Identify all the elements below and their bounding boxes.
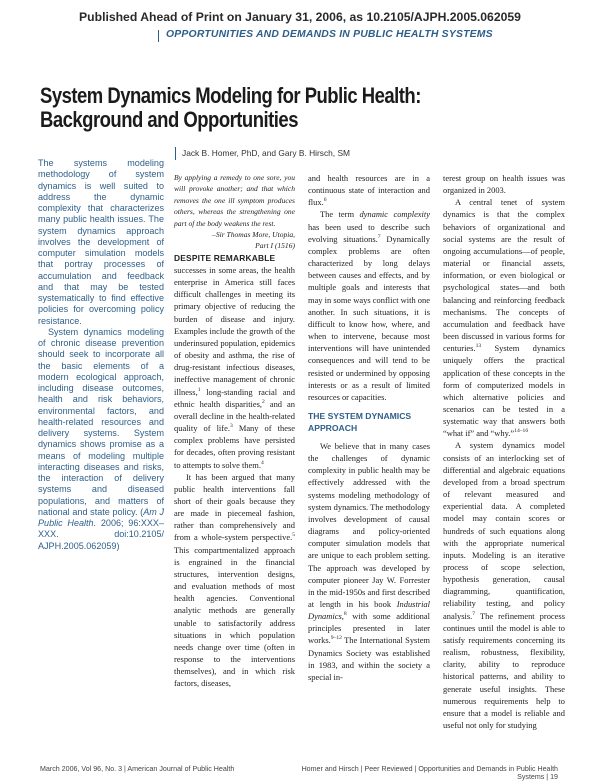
epigraph: By applying a remedy to one sore, you will provoke another; and that which removes the one ill symptom produces others, whereas the strengthening one part of the body weakens the rest. <box>174 173 295 228</box>
article-title <box>40 84 460 132</box>
abstract-citation-journal: Am J Public Health. <box>38 506 164 528</box>
footer-journal-info: March 2006, Vol 96, No. 3 | American Journal of Public Health <box>40 765 235 773</box>
body-paragraph: It has been argued that many public health interventions fall short of their goals because they are made in piecemeal fashion, rather than comprehensively and from a whole-system perspective.$^5$ This compartmentalized approach is engrained in the financial structures, intervention designs, and evaluation methods of most health agencies. Conventional analytic methods are generally unable to satisfactorily address situations in which population needs change over time (often in response to the interventions themselves), and in which risk factors, diseases, <box>174 471 295 689</box>
body-column-1 <box>174 172 295 689</box>
authors-divider <box>175 147 176 160</box>
abstract <box>38 158 164 552</box>
body-paragraph: The term dynamic complexity has been used to describe such evolving situations.$^7$ Dynamically complex problems are often characterized by long delays between causes and effects, and by multiple goals and interests that may in some ways conflict with one another. In such situations, it is difficult to know how, where, and when to intervene, because most interventions will have unintended consequences and will tend to be resisted or undermined by opposing interests or as a result of limited resources or capacities. <box>308 209 430 402</box>
body-paragraph: A system dynamics model consists of an interlocking set of differential and algebraic equations developed from a broad spectrum of relevant measured and experiential data. A completed model may contain scores or hundreds of such equations along with the appropriate numerical inputs. Modeling is an iterative process of scope selection, hypothesis generation, causal diagramming, quantification, reliability testing, and policy analysis.$^7$ The refinement process continues until the model is able to satisfy requirements concerning its realism, robustness, flexibility, clarity, ability to reproduce historical patterns, and ability to generate useful insights. These numerous requirements help to ensure that a model is reliable and useful not only for studying <box>443 440 565 731</box>
run-in-heading: DESPITE REMARKABLE <box>174 252 276 263</box>
body-paragraph: and health resources are in a continuous state of interaction and flux.$^6$ <box>308 173 430 208</box>
title-line-2: Background and Opportunities <box>40 107 298 132</box>
epigraph-attribution: –Sir Thomas More, Utopia, <box>212 230 295 240</box>
abstract-citation: 2006; 96:XXX–XXX. doi:10.2105/ AJPH.2005.062059) <box>38 518 164 551</box>
body-paragraph: We believe that in many cases the challenges of dynamic complexity in public health may be effectively addressed with the systems modeling methodology of system dynamics. The methodology involves development of causal diagrams and policy-oriented computer simulation models that are unique to each problem setting. The approach was developed by computer pioneer Jay W. Forrester in the mid-1950s and first described at length in his book Industrial Dynamics,$^8$ with some additional principles presented in later works.$^{9-12}$ The International System Dynamics Society was established in 1983, and within the society a special in- <box>308 440 430 682</box>
authors: Jack B. Homer, PhD, and Gary B. Hirsch, SM <box>182 148 351 158</box>
body-paragraph: successes in some areas, the health enterprise in America still faces difficult challenges in meeting its primary objective of reducing the burden of disease and injury. Examples include the growth of the underinsured population, epidemics of obesity and asthma, the rise of drug-resistant infectious diseases, ineffective management of chronic illness,$^1$ long-standing racial and ethnic health disparities,$^2$ and an overall decline in the health-related quality of life.$^3$ Many of these complex problems have persisted for decades, often proving resistant to attempts to solve them.$^4$ <box>174 265 295 470</box>
body-paragraph: A central tenet of system dynamics is that the complex behaviors of organizational and social systems are the result of ongoing accumulations—of people, material or financial assets, information, or even biological or psychological states—and both balancing and reinforcing feedback mechanisms. The concepts of accumulation and feedback have been discussed in various forms for centuries.$^{13}$ System dynamics uniquely offers the practical application of these concepts in the form of computerized models in which alternative policies and scenarios can be tested in a systematic way that answers both “what if” and “why.”$^{14-16}$ <box>443 197 565 439</box>
section-label: OPPORTUNITIES AND DEMANDS IN PUBLIC HEALTH SYSTEMS <box>166 29 493 40</box>
abstract-paragraph: System dynamics modeling of chronic disease prevention should seek to incorporate all the basic elements of a modern ecological approach, including disease outcomes, health and risk behaviors, environmental factors, and health-related resources and delivery systems. System dynamics shows promise as a means of modeling multiple interacting diseases and risks, the interaction of delivery systems and diseased populations, and matters of national and state policy. (Am J Public Health. 2006; 96:XXX–XXX. doi:10.2105/ AJPH.2005.062059) <box>38 326 164 551</box>
body-paragraph: terest group on health issues was organized in 2003. <box>443 173 565 196</box>
section-heading: THE SYSTEM DYNAMICS APPROACH <box>308 410 412 433</box>
body-column-3 <box>443 172 565 731</box>
title-line-1: System Dynamics Modeling for Public Health: <box>40 83 421 108</box>
section-divider <box>158 30 159 42</box>
abstract-paragraph: The systems modeling methodology of system dynamics is well suited to address the dynamic complexity that characterizes many public health issues. The system dynamics approach involves the development of computer simulation models that portray processes of accumulation and feedback and that may be tested systematically to find effective policies for overcoming policy resistance. <box>38 158 164 326</box>
body-column-2 <box>308 172 430 683</box>
publication-notice: Published Ahead of Print on January 31, 2006, as 10.2105/AJPH.2005.062059 <box>79 10 521 24</box>
footer-article-info: Homer and Hirsch | Peer Reviewed | Opportunities and Demands in Public Health Systems | 19 <box>301 765 558 781</box>
epigraph-attribution-part: Part I (1516) <box>255 241 295 251</box>
